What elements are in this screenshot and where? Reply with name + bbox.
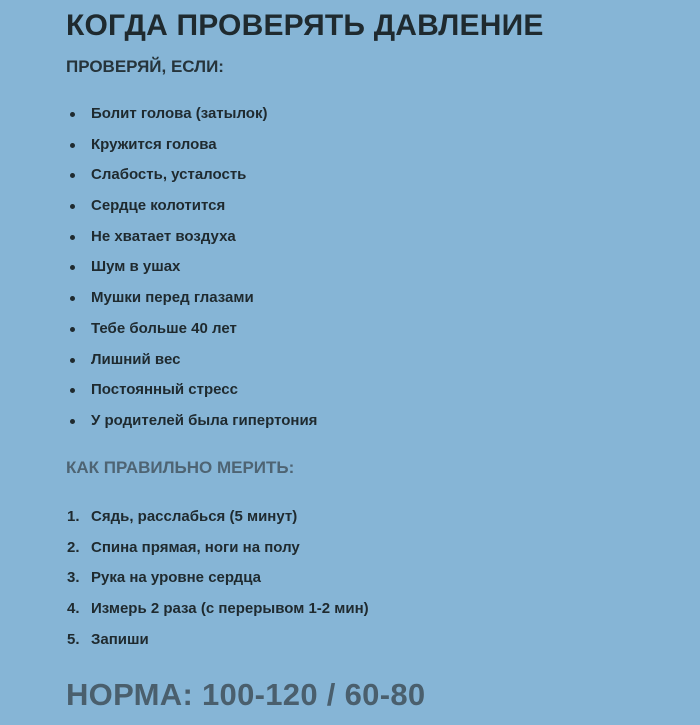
check-section-heading: ПРОВЕРЯЙ, ЕСЛИ: <box>66 57 224 76</box>
list-item <box>66 252 317 283</box>
symptom-text: Сердце колотится <box>91 197 226 215</box>
list-item <box>66 130 317 161</box>
bullet-icon <box>70 419 75 424</box>
step-text: Сядь, расслабься (5 минут) <box>91 508 298 525</box>
symptom-list <box>66 99 317 437</box>
list-item <box>66 345 317 376</box>
step-text: Спина прямая, ноги на полу <box>91 538 300 556</box>
step-text: Запиши <box>91 630 149 648</box>
list-item <box>66 283 317 314</box>
symptom-text: У родителей была гипертония <box>91 411 318 429</box>
page-title: КОГДА ПРОВЕРЯТЬ ДАВЛЕНИЕ <box>66 9 544 42</box>
list-item <box>66 160 317 191</box>
symptom-text: Кружится голова <box>91 135 217 153</box>
bullet-icon <box>70 143 75 148</box>
step-number: 3. <box>67 569 80 587</box>
symptom-text: Не хватает воздуха <box>91 227 236 245</box>
bullet-icon <box>70 265 75 270</box>
list-item <box>66 314 317 345</box>
steps-list <box>66 502 369 655</box>
list-item <box>66 191 317 222</box>
bullet-icon <box>70 235 75 240</box>
list-item <box>66 222 317 253</box>
step-item <box>66 594 369 625</box>
measure-section-heading: КАК ПРАВИЛЬНО МЕРИТЬ: <box>66 458 295 477</box>
step-number: 4. <box>67 600 80 618</box>
bullet-icon <box>70 358 75 363</box>
bullet-icon <box>70 204 75 209</box>
symptom-text: Болит голова (затылок) <box>91 105 268 122</box>
symptom-text: Слабость, усталость <box>91 166 247 184</box>
symptom-text: Шум в ушах <box>91 258 181 276</box>
norm-value: НОРМА: 100-120 / 60-80 <box>66 677 426 712</box>
bullet-icon <box>70 173 75 178</box>
symptom-text: Постоянный стресс <box>91 381 238 399</box>
step-number: 1. <box>67 508 80 525</box>
step-item <box>66 563 369 594</box>
bullet-icon <box>70 388 75 393</box>
list-item <box>66 99 317 130</box>
bullet-icon <box>70 327 75 332</box>
list-item <box>66 406 317 437</box>
symptom-text: Тебе больше 40 лет <box>91 319 237 337</box>
step-text: Рука на уровне сердца <box>91 569 261 587</box>
bullet-icon <box>70 296 75 301</box>
list-item <box>66 375 317 406</box>
symptom-text: Лишний вес <box>91 350 181 368</box>
step-item <box>66 502 369 533</box>
step-number: 2. <box>67 538 80 556</box>
step-number: 5. <box>67 630 80 648</box>
step-item <box>66 533 369 564</box>
symptom-text: Мушки перед глазами <box>91 289 254 307</box>
step-item <box>66 625 369 656</box>
step-text: Измерь 2 раза (с перерывом 1-2 мин) <box>91 600 369 618</box>
bullet-icon <box>70 112 75 117</box>
